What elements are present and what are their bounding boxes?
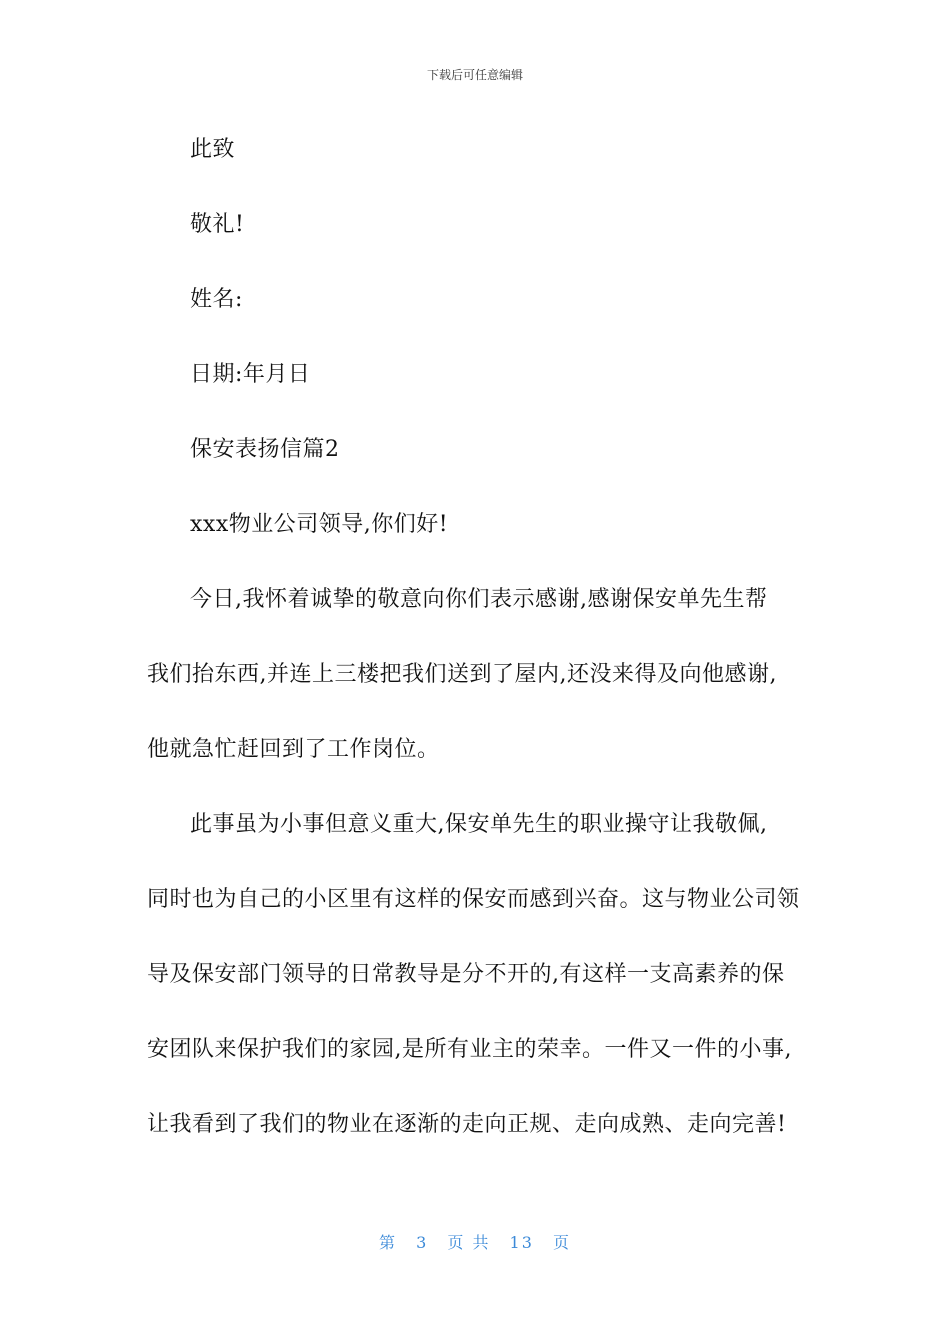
paragraph-1-line-3: 他就急忙赶回到了工作岗位。 [147,737,440,762]
date-line: 日期:年月日 [190,362,311,387]
paragraph-2-line-1: 此事虽为小事但意义重大,保安单先生的职业操守让我敬佩, [190,812,768,837]
name-line: 姓名: [190,287,243,312]
salutation-line: 敬礼! [190,212,245,237]
page-header: 下载后可任意编辑 [426,68,523,82]
paragraph-1-line-2: 我们抬东西,并连上三楼把我们送到了屋内,还没来得及向他感谢, [147,662,777,687]
footer-prefix: 第 [378,1233,397,1252]
page-footer [0,1230,950,1253]
closing-line: 此致 [190,137,236,162]
paragraph-2-line-3: 导及保安部门领导的日常教导是分不开的,有这样一支高素养的保 [147,962,785,987]
paragraph-1-line-1: 今日,我怀着诚挚的敬意向你们表示感谢,感谢保安单先生帮 [190,587,768,612]
paragraph-2-line-2: 同时也为自己的小区里有这样的保安而感到兴奋。这与物业公司领 [147,887,800,912]
footer-suffix: 页 [553,1233,572,1252]
paragraph-2-line-4: 安团队来保护我们的家园,是所有业主的荣幸。一件又一件的小事, [147,1037,792,1062]
footer-page-number: 3 [416,1233,429,1252]
footer-total-pages: 13 [509,1233,534,1252]
greeting-line: xxx物业公司领导,你们好! [190,512,449,537]
section-title: 保安表扬信篇2 [190,437,340,462]
footer-middle: 页 共 [447,1233,491,1252]
paragraph-2-line-5: 让我看到了我们的物业在逐渐的走向正规、走向成熟、走向完善! [147,1112,787,1137]
